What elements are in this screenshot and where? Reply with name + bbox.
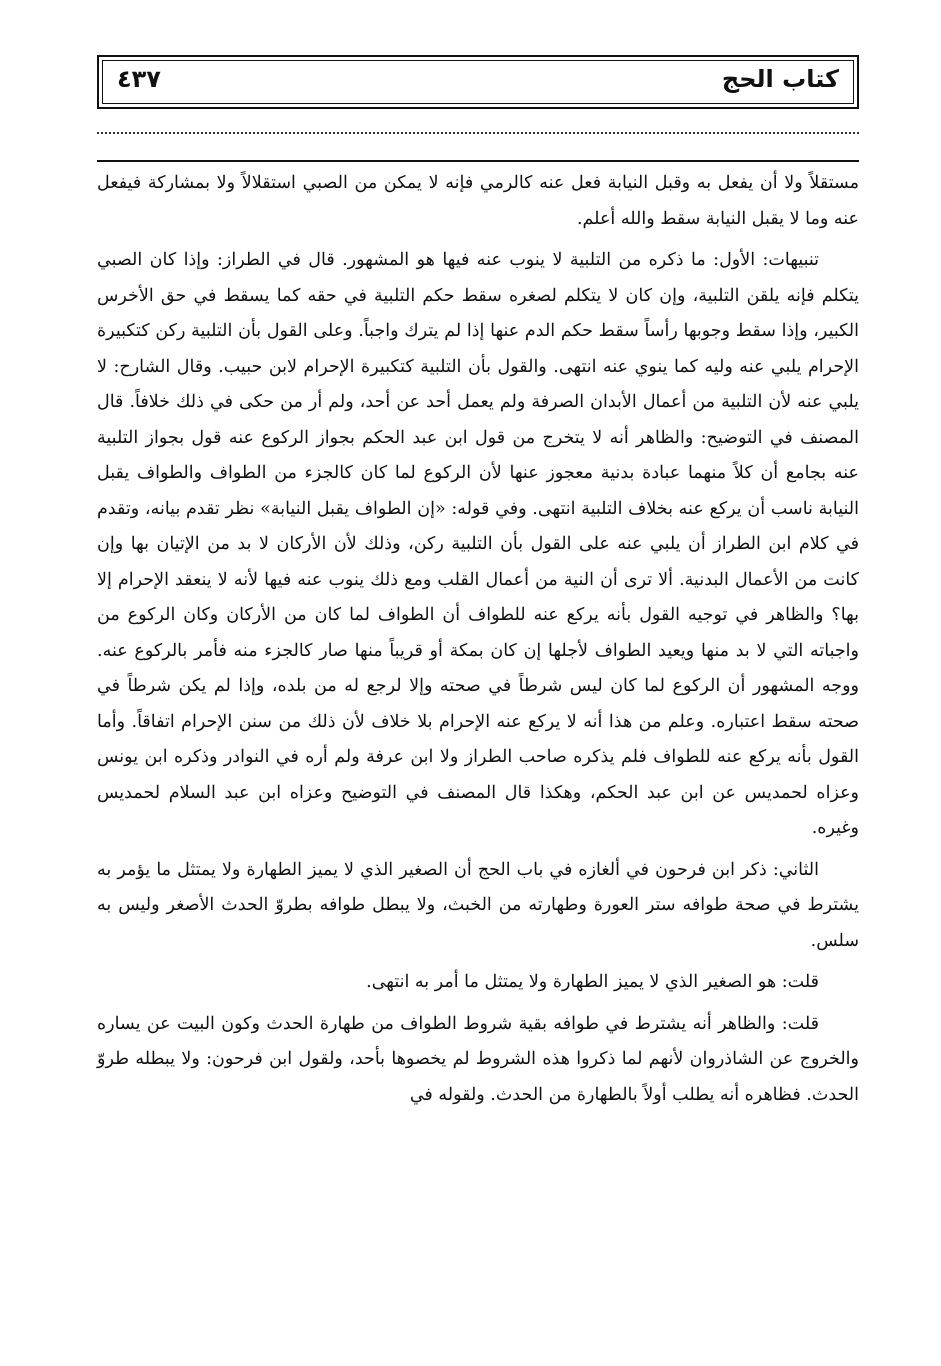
paragraph-second: الثاني: ذكر ابن فرحون في ألغازه في باب الحج أن الصغير الذي لا يميز الطهارة ولا يمتثل ما يؤمر به يشترط في صحة طوافه ستر العورة وطهارته من الخبث، ولا يبطل طوافه بطروّ الحدث الأصغر وليس به سلس. <box>97 859 859 951</box>
book-title: كتاب الحج <box>721 65 839 93</box>
paragraph-tanbihat-first: تنبيهات: الأول: ما ذكره من التلبية لا ينوب عنه فيها هو المشهور. قال في الطراز: وإذا كان الصبي يتكلم فإنه يلقن التلبية، وإن كان لا يتكلم لصغره سقط حكم التلبية في حقه كما يسقط في حق الأخرس الكبير، وإذا سقط وجوبها رأساً سقط حكم الدم عنها إذا لم يترك واجباً. وعلى القول بأن التلبية ركن كتكبيرة الإحرام يلبي عنه وليه كما ينوي عنه انتهى. والقول بأن التلبية كتكبيرة الإحرام لابن حبيب. وقال الشارح: لا يلبي عنه لأن التلبية من أعمال الأبدان الصرفة ولم يعمل أحد عن أحد، ولم أر من حكى في ذلك خلافاً. قال المصنف في التوضيح: والظاهر أنه لا يتخرج من قول ابن عبد الحكم بجواز الركوع عنه قول بجواز التلبية عنه بجامع أن كلاً منهما عبادة بدنية معجوز عنها لأن الركوع لما كان كالجزء من الطواف والطواف يقبل النيابة ناسب أن يركع عنه بخلاف التلبية انتهى. وفي قوله: «إن الطواف يقبل النيابة» نظر تقدم بيانه، وتقدم في كلام ابن الطراز أن يلبي عنه على القول بأن التلبية ركن، وذلك لأن الأركان لا بد من الإتيان بها وإن كانت من الأعمال البدنية. ألا ترى أن النية من أعمال القلب ومع ذلك ينوب عنه فيها لأنه لا ينعقد الإحرام إلا بها؟ والظاهر في توجيه القول بأنه يركع عنه للطواف أن الطواف لما كان من الأركان وكان الركوع من واجباته التي لا بد منها ويعيد الطواف لأجلها إن كان بمكة أو قريباً منها صار كالجزء منه فأمر بالركوع عنه. ووجه المشهور أن الركوع لما كان ليس شرطاً في صحته وإلا لرجع له من بلده، وإذا لم يكن شرطاً في صحته سقط اعتباره. وعلم من هذا أنه لا يركع عنه الإحرام بلا خلاف لأن ذلك من سنن الإحرام اتفاقاً. وأما القول بأنه يركع عنه للطواف فلم يذكره صاحب الطراز ولا ابن عرفة ولم أره في النوادر وذكره ابن يونس وعزاه لحمديس عن ابن عبد الحكم، وهكذا قال المصنف في التوضيح وعزاه ابن عبد السلام لحمديس وغيره. <box>97 250 860 838</box>
page-body <box>97 166 859 1119</box>
header-rule <box>97 160 859 162</box>
dotted-separator <box>97 132 859 134</box>
running-header <box>97 55 859 109</box>
page-number: ٤٣٧ <box>117 65 161 93</box>
paragraph-qultu-2: قلت: والظاهر أنه يشترط في طوافه بقية شروط الطواف من طهارة الحدث وكون البيت عن يساره والخروج عن الشاذروان لأنهم لما ذكروا هذه الشروط لم يخصوها بأحد، ولقول ابن فرحون: ولا يبطله طروّ الحدث. فظاهره أنه يطلب أولاً بالطهارة من الحدث. ولقوله في <box>97 1013 859 1105</box>
paragraph-qultu-1: قلت: هو الصغير الذي لا يميز الطهارة ولا يمتثل ما أمر به انتهى. <box>366 972 819 992</box>
paragraph-continuation: مستقلاً ولا أن يفعل به وقبل النيابة فعل عنه كالرمي فإنه لا يمكن من الصبي استقلالاً ولا بمشاركة فيفعل عنه وما لا يقبل النيابة سقط والله أعلم. <box>97 173 859 229</box>
